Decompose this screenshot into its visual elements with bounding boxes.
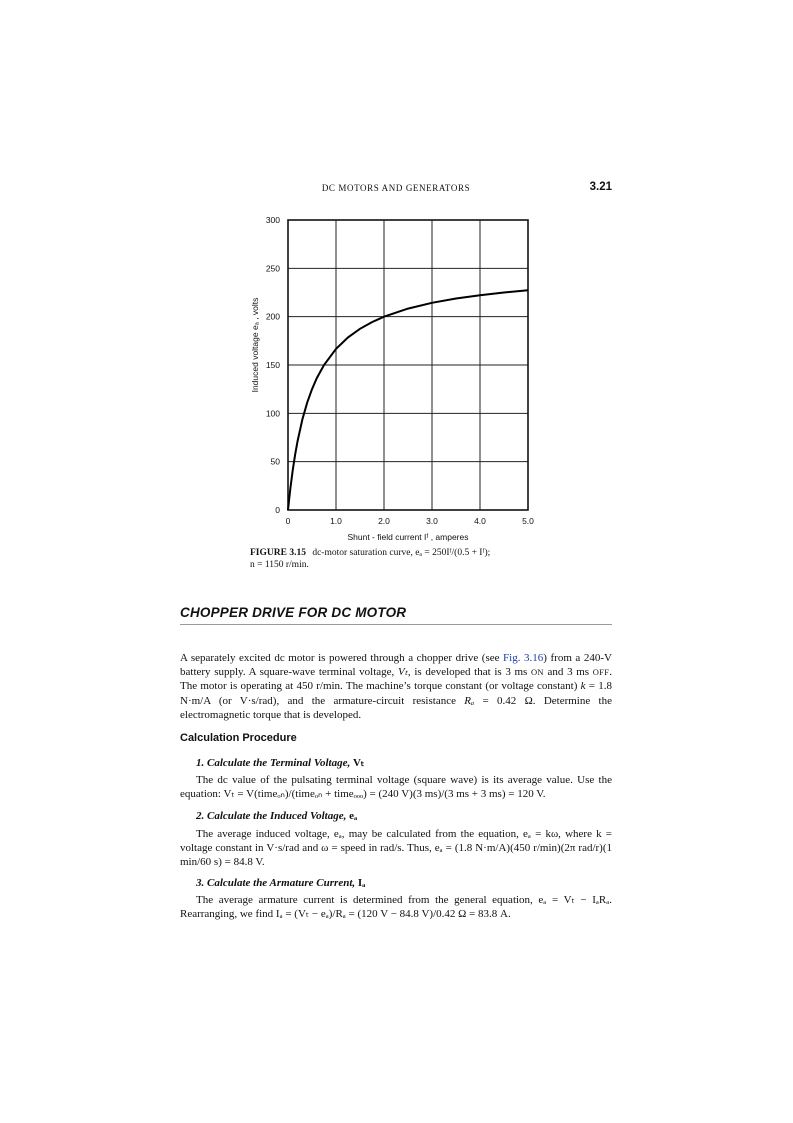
step-1-symbol: Vₜ: [352, 757, 365, 769]
page-number: 3.21: [589, 181, 612, 193]
chart-svg: [240, 206, 550, 546]
x-axis-label: Shunt - field current Iᶠ , amperes: [347, 532, 469, 542]
y-tick-label: 250: [265, 263, 280, 274]
step-3-symbol: Iₐ: [357, 877, 366, 889]
figure-label: FIGURE 3.15: [250, 548, 306, 558]
section-heading: CHOPPER DRIVE FOR DC MOTOR: [180, 605, 407, 620]
calculation-procedure-heading: Calculation Procedure: [180, 732, 297, 744]
problem-statement: [180, 651, 612, 722]
off-label: OFF: [592, 667, 610, 678]
on-label: ON: [530, 667, 544, 678]
figure-reference-link[interactable]: Fig. 3.16: [503, 652, 544, 664]
step-1-title-text: 1. Calculate the Terminal Voltage,: [196, 757, 351, 769]
y-tick-label: 150: [265, 360, 280, 370]
y-tick-label: 300: [265, 215, 280, 225]
caption-line-1: dc-motor saturation curve, eₐ = 250Iᶠ/(0.5 + Iᶠ);: [312, 548, 491, 558]
step-1-title: [196, 756, 364, 769]
step-3-title-text: 3. Calculate the Armature Current,: [196, 877, 356, 889]
x-tick-label: 4.0: [474, 516, 486, 526]
y-axis-label: Induced voltage eₐ , volts: [250, 297, 260, 393]
running-head: [180, 183, 612, 197]
constant-k-symbol: k: [580, 680, 586, 693]
x-tick-label: 3.0: [426, 516, 438, 526]
caption-line-2: n = 1150 r/min.: [250, 560, 309, 570]
problem-text-5: . The motor is operating at 450 r/min. The machine’s torque constant (or voltage constant): [180, 666, 612, 693]
problem-text-7: = 0.42 Ω. Determine the electromagnetic torque that is developed.: [180, 694, 612, 721]
step-3-title: [196, 877, 365, 889]
y-tick-label: 0: [275, 505, 280, 515]
problem-text-3: , is developed that is 3 ms: [407, 666, 531, 679]
step-1-text: The dc value of the pulsating terminal voltage (square wave) is its average value. Use the equation: Vₜ = V(timeₒₙ)/(timeₒₙ + timeₒₒₒ) = (240 V)(3 ms)/(3 ms + 3 ms) = 120 V.: [180, 774, 612, 801]
running-title: DC MOTORS AND GENERATORS: [321, 183, 471, 193]
problem-text-2: ) from a 240-V battery supply. A square-wave terminal voltage,: [180, 652, 612, 679]
y-tick-label: 50: [270, 456, 280, 467]
terminal-voltage-symbol: Vₜ: [397, 666, 408, 679]
x-tick-label: 1.0: [330, 516, 342, 526]
x-tick-label: 2.0: [378, 516, 390, 526]
problem-text-4: and 3 ms: [543, 666, 593, 679]
step-2-title: [196, 810, 357, 822]
step-2-title-text: 2. Calculate the Induced Voltage,: [196, 810, 347, 822]
y-tick-label: 200: [265, 311, 280, 322]
section-rule: [180, 624, 612, 625]
step-3-text: The average armature current is determined from the general equation, eₐ = Vₜ − IₐRₐ. Rearranging, we find Iₐ = (Vₜ − eₐ)/Rₐ = (120 V − 84.8 V)/0.42 Ω = 83.8 A.: [180, 894, 612, 921]
y-tick-label: 100: [265, 408, 280, 419]
armature-resistance-symbol: Rₐ: [464, 694, 475, 707]
step-2-symbol: eₐ: [349, 810, 358, 822]
problem-text-1: A separately excited dc motor is powered through a chopper drive (see: [180, 652, 504, 664]
problem-text-6: = 1.8 N·m/A (or V·s/rad), and the armature-circuit resistance: [180, 680, 612, 707]
saturation-curve-line: [288, 290, 528, 510]
step-2-text: The average induced voltage, eₐ, may be calculated from the equation, eₐ = kω, where k = voltage constant in V·s/rad and ω = speed in rad/s. Thus, eₐ = (1.8 N·m/A)(450 r/min)(2π rad/r)(1 min/60 s) = 84.8 V.: [180, 828, 612, 869]
x-tick-label: 0: [285, 516, 291, 526]
x-tick-label: 5.0: [522, 516, 534, 526]
saturation-curve-chart: [240, 206, 550, 546]
figure-caption: [250, 547, 562, 571]
